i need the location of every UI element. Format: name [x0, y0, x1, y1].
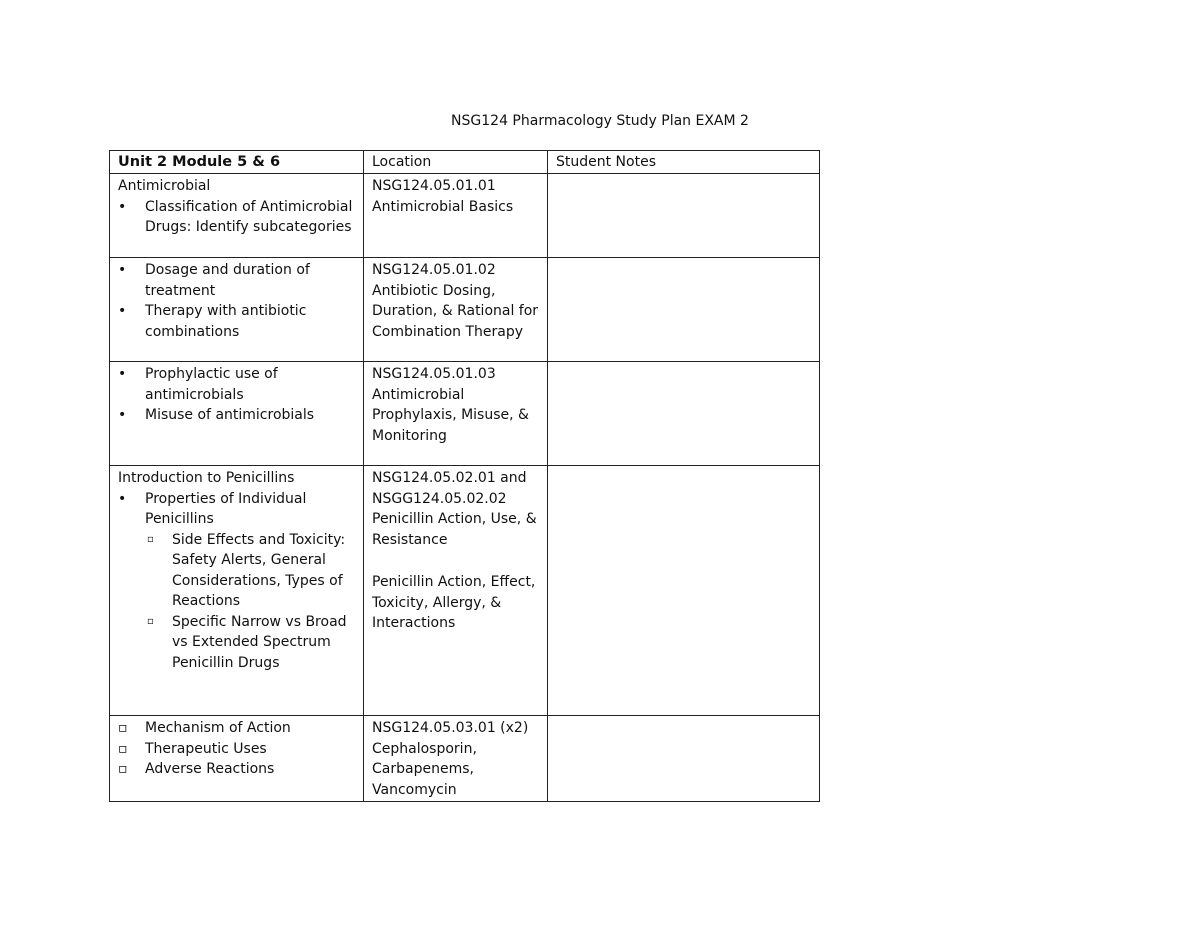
- location-title: Antimicrobial Basics: [372, 198, 514, 215]
- list-item: • Dosage and duration of treatment: [118, 262, 310, 299]
- list-item: ▫ Mechanism of Action: [118, 718, 355, 739]
- bullet-list: [118, 197, 355, 238]
- topic-cell: [110, 466, 364, 716]
- student-notes-cell[interactable]: [548, 258, 820, 362]
- bullet-icon: •: [118, 303, 127, 319]
- spacer: [372, 550, 539, 572]
- location-cell: [364, 362, 548, 466]
- location-title: Cephalosporin, Carbapenems, Vancomycin: [372, 740, 477, 798]
- bullet-icon: •: [118, 366, 127, 382]
- list-item: • Properties of Individual Penicillins ▫ Side Effects and Toxicity: Safety Alerts, General Considerations, Types of Reactions ▫ Specific Narrow vs Broad vs Extended Spectrum Penicillin Drugs: [118, 489, 355, 674]
- student-notes-cell[interactable]: [548, 466, 820, 716]
- sub-bullet-list: [145, 530, 355, 674]
- table-row: [110, 466, 820, 716]
- location-title: Antibiotic Dosing, Duration, & Rational for Combination Therapy: [372, 282, 539, 340]
- topic-cell: [110, 258, 364, 362]
- list-item: • Classification of Antimicrobial Drugs: Identify subcategories: [118, 198, 353, 235]
- bullet-icon: •: [118, 198, 127, 215]
- square-bullet-icon: ▫: [147, 533, 154, 545]
- bullet-list: [118, 364, 355, 426]
- header-student-notes: Student Notes: [548, 151, 820, 174]
- topic-heading: Introduction to Penicillins: [118, 470, 295, 486]
- table-row: [110, 362, 820, 466]
- table-row: [110, 258, 820, 362]
- list-item: • Prophylactic use of antimicrobials: [118, 366, 278, 403]
- bullet-list: [118, 260, 355, 342]
- bullet-icon: •: [118, 262, 127, 278]
- student-notes-cell[interactable]: [548, 362, 820, 466]
- location-cell: [364, 174, 548, 258]
- bullet-icon: •: [118, 490, 127, 507]
- table-header-row: [110, 151, 820, 174]
- table-row: [110, 174, 820, 258]
- student-notes-cell[interactable]: [548, 716, 820, 802]
- location-code: NSG124.05.01.02: [372, 262, 496, 278]
- location-cell: [364, 466, 548, 716]
- location-title: Penicillin Action, Effect, Toxicity, Allergy, & Interactions: [372, 574, 536, 631]
- location-code: NSG124.05.02.01 and NSGG124.05.02.02: [372, 470, 527, 507]
- bullet-icon: •: [118, 407, 127, 423]
- location-title: Penicillin Action, Use, & Resistance: [372, 511, 537, 548]
- header-location: Location: [364, 151, 548, 174]
- location-cell: [364, 258, 548, 362]
- list-item: ▫ Side Effects and Toxicity: Safety Alerts, General Considerations, Types of Reactions: [147, 531, 346, 609]
- list-item: • Therapy with antibiotic combinations: [118, 303, 307, 340]
- location-title: Antimicrobial Prophylaxis, Misuse, & Monitoring: [372, 386, 529, 444]
- study-plan-table: [109, 150, 820, 802]
- list-item: ▫ Therapeutic Uses: [118, 739, 355, 760]
- topic-cell: [110, 174, 364, 258]
- square-bullet-icon: ▫: [147, 615, 154, 627]
- document-title: NSG124 Pharmacology Study Plan EXAM 2: [451, 113, 749, 129]
- square-bullet-icon: ▫: [118, 761, 128, 777]
- location-code: NSG124.05.01.01: [372, 178, 496, 194]
- list-item: ▫ Specific Narrow vs Broad vs Extended Spectrum Penicillin Drugs: [147, 613, 347, 671]
- location-cell: [364, 716, 548, 802]
- square-bullet-list: [118, 718, 355, 780]
- topic-heading: Antimicrobial: [118, 178, 211, 194]
- location-code: NSG124.05.03.01 (x2): [372, 720, 529, 736]
- location-code: NSG124.05.01.03: [372, 366, 496, 382]
- table-row: [110, 716, 820, 802]
- list-item: ▫ Adverse Reactions: [118, 759, 355, 780]
- list-item: • Misuse of antimicrobials: [118, 405, 355, 426]
- bullet-list: [118, 489, 355, 674]
- student-notes-cell[interactable]: [548, 174, 820, 258]
- square-bullet-icon: ▫: [118, 740, 128, 757]
- header-unit: Unit 2 Module 5 & 6: [110, 151, 364, 174]
- topic-cell: [110, 716, 364, 802]
- square-bullet-icon: ▫: [118, 720, 128, 736]
- topic-cell: [110, 362, 364, 466]
